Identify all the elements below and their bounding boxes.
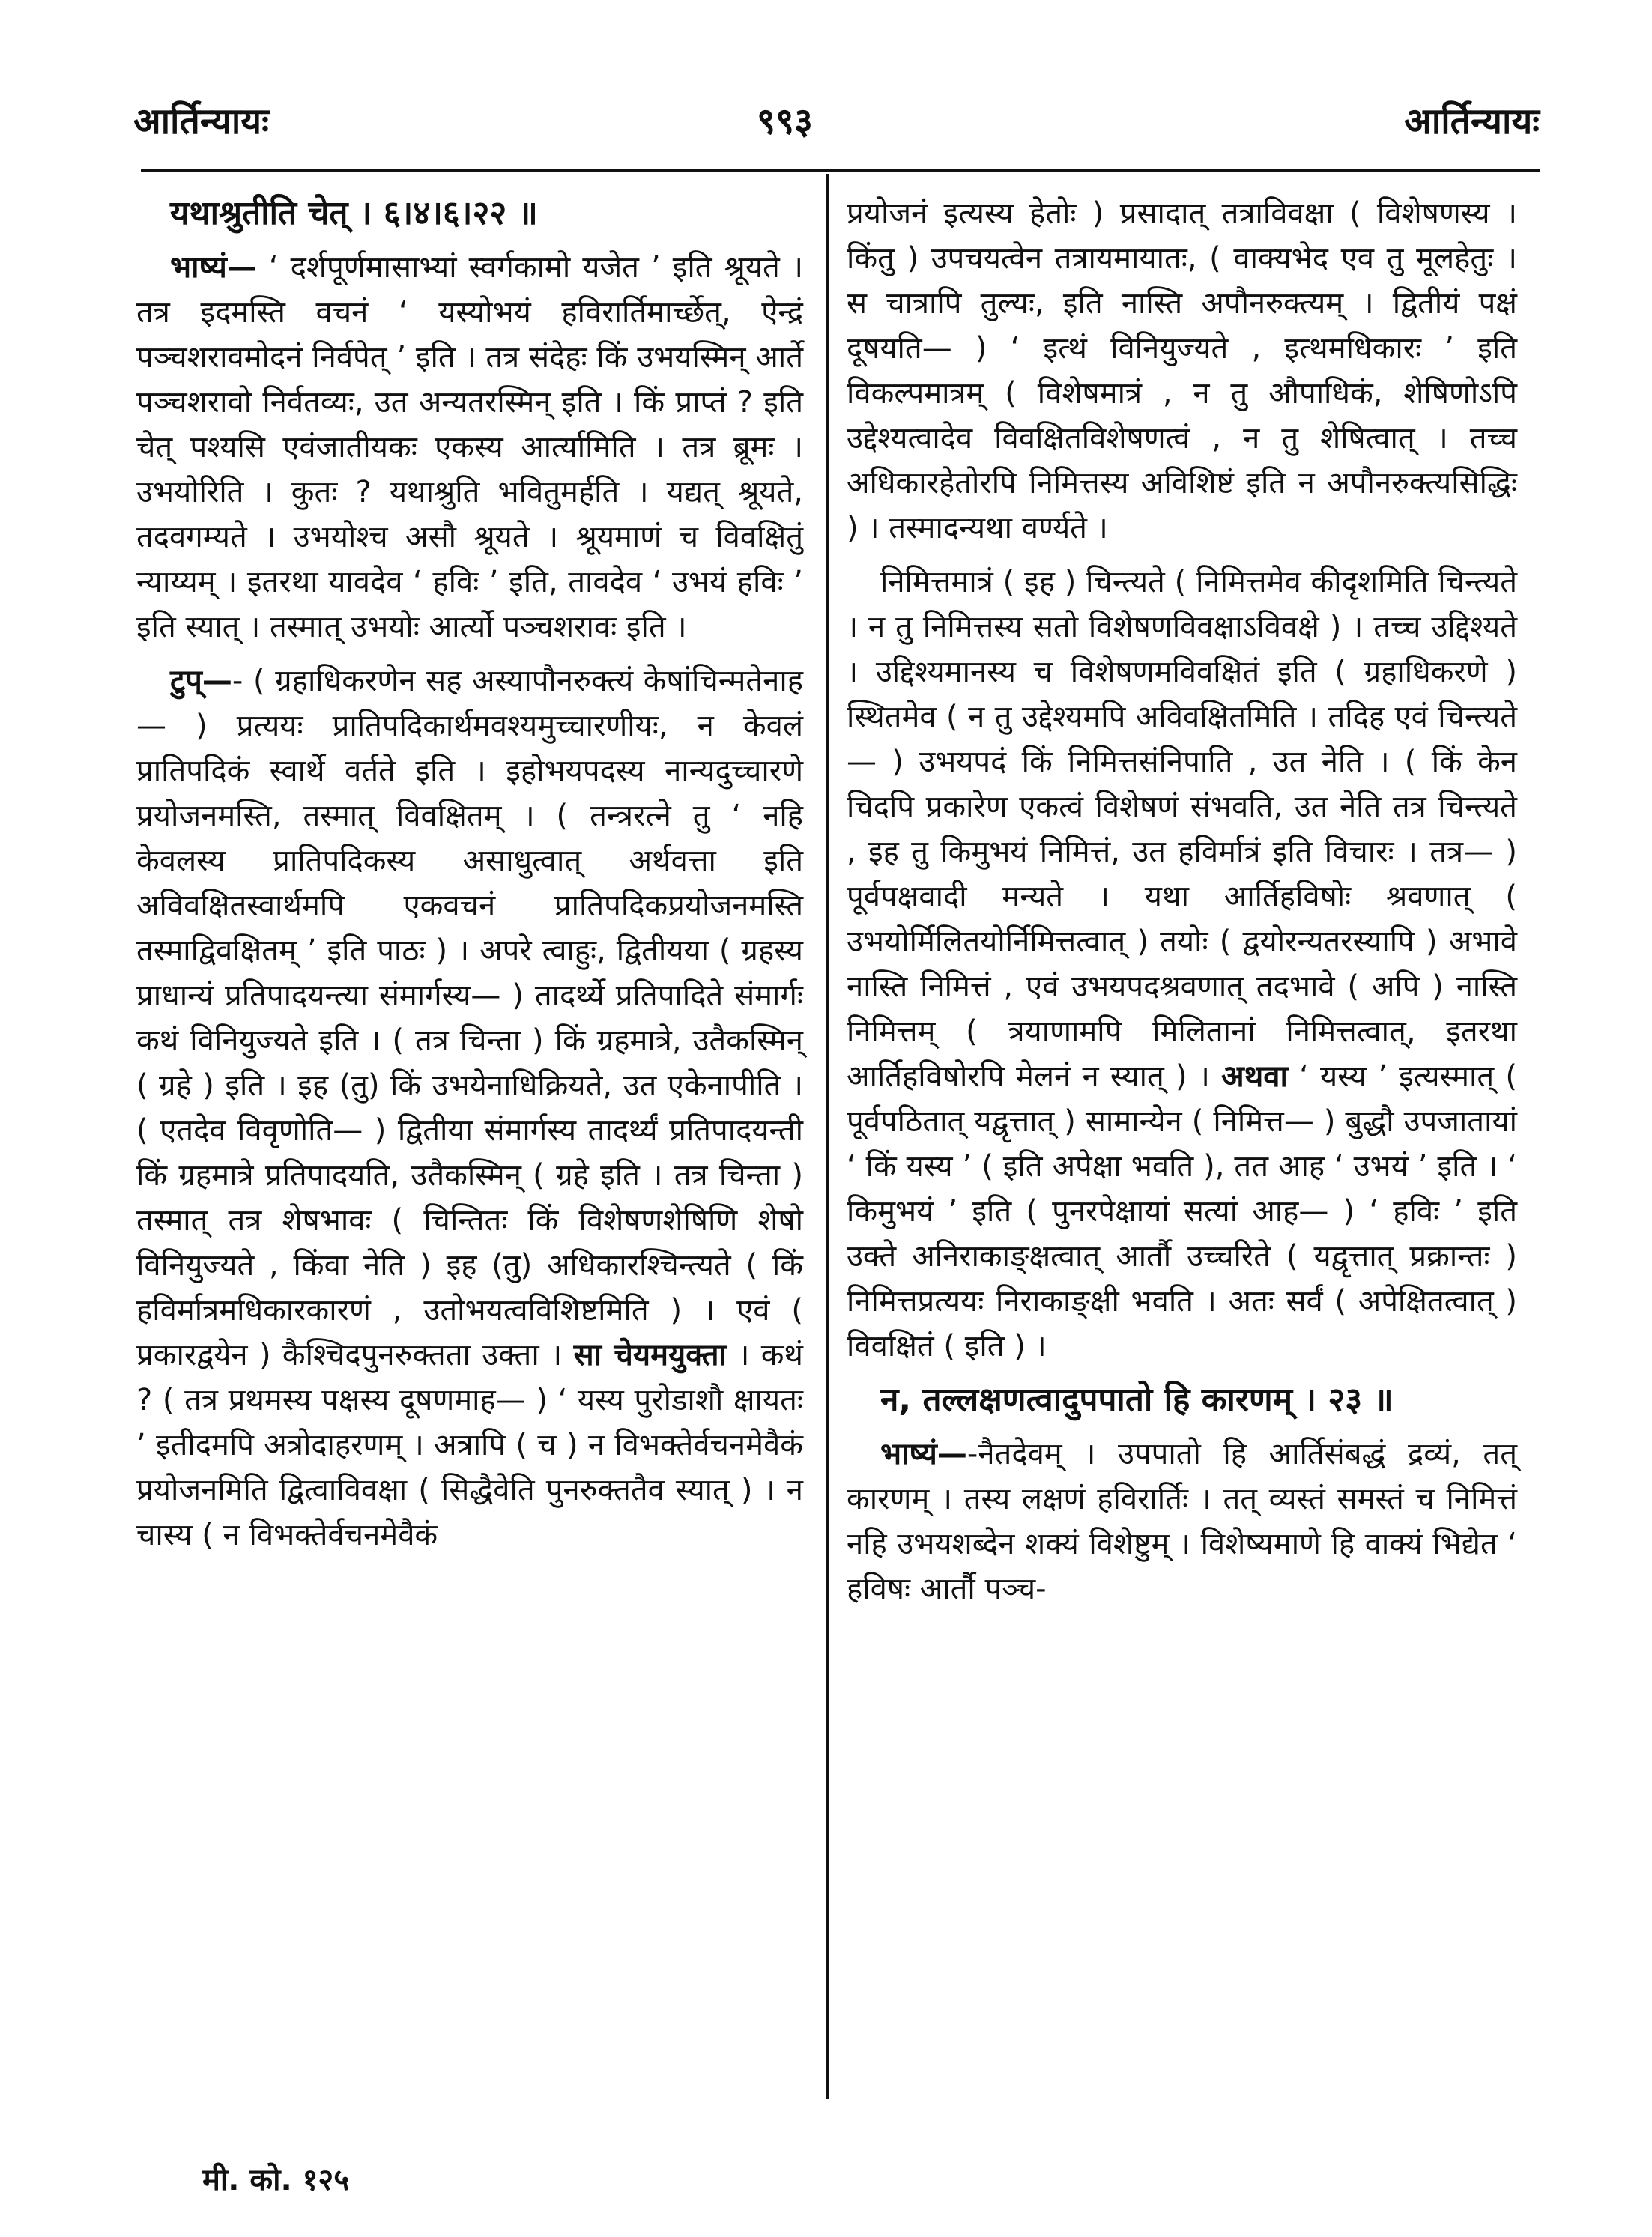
header-rule [141, 169, 1540, 172]
page-number: ९९३ [757, 100, 813, 142]
bhashya-label: भाष्यं— [170, 250, 257, 285]
bhashya-23-paragraph [847, 1432, 1517, 1611]
page-header [0, 0, 1652, 157]
tup-paragraph [136, 659, 803, 1558]
sutra-22: यथाश्रुतीति चेत् । ६।४।६।२२ ॥ [170, 194, 538, 232]
athava-label: अथवा [1221, 1059, 1288, 1094]
bhashya-23-text: -नैतदेवम् । उपपातो हि आर्तिसंबद्धं द्रव्यं, तत् कारणम् । तस्य लक्षणं हविरार्तिः । तत् व्यस्तं समस्तं च निमित्तं नहि उभयशब्देन शक्यं विशेष्टुम् । विशेष्यमाणे हि वाक्यं भिद्येत ‘ हविषः आर्तौ पञ्च- [847, 1437, 1517, 1606]
bhashya-text: ‘ दर्शपूर्णमासाभ्यां स्वर्गकामो यजेत ’ इति श्रूयते । तत्र इदमस्ति वचनं ‘ यस्योभयं हविरार्तिमार्च्छेत्, ऐन्द्रं पञ्चशरावमोदनं निर्वपेत् ’ इति । तत्र संदेहः किं उभयस्मिन् आर्ते पञ्चशरावो निर्वतव्यः, उत अन्यतरस्मिन् इति । किं प्राप्तं ? इति चेत् पश्यसि एवंजातीयकः एकस्य आर्त्यामिति । तत्र ब्रूमः । उभयोरिति । कुतः ? यथाश्रुति भवितुमर्हति । यद्यत् श्रूयते, तदवगम्यते । उभयोश्च असौ श्रूयते । श्रूयमाणं च विवक्षितुं न्याय्यम् । इतरथा यावदेव ‘ हविः ’ इति, तावदेव ‘ उभयं हविः ’ इति स्यात् । तस्मात् उभयोः आर्त्यो पञ्चशरावः इति । [136, 250, 803, 644]
footer-signature: मी. को. १२५ [202, 2163, 350, 2197]
tup-emphasis: सा चेयमयुक्ता [573, 1338, 727, 1372]
nimitta-text: निमित्तमात्रं ( इह ) चिन्त्यते ( निमित्तमेव कीदृशमिति चिन्त्यते । न तु निमित्तस्य सतो विशेषणविवक्षाऽविवक्षे ) । तच्च उद्दिश्यते । उद्दिश्यमानस्य च विशेषणमविवक्षितं इति ( ग्रहाधिकरणे ) स्थितमेव ( न तु उद्देश्यमपि अविवक्षितमिति । तदिह एवं चिन्त्यते— ) उभयपदं किं निमित्तसंनिपाति , उत नेति । ( किं केन चिदपि प्रकारेण एकत्वं विशेषणं संभवति, उत नेति तत्र चिन्त्यते , इह तु किमुभयं निमित्तं, उत हविर्मात्रं इति विचारः । तत्र— ) पूर्वपक्षवादी मन्यते । यथा आर्तिहविषोः श्रवणात् ( उभयोर्मिलितयोर्निमित्तत्वात् ) तयोः ( द्वयोरन्यतरस्यापि ) अभावे नास्ति निमित्तं , एवं उभयपदश्रवणात् तदभावे ( अपि ) नास्ति निमित्तम् ( त्रयाणामपि मिलितानां निमित्तत्वात्, इतरथा आर्तिहविषोरपि मेलनं न स्यात् ) । [847, 565, 1517, 1094]
right-column [847, 191, 1517, 1620]
nimitta-paragraph [847, 560, 1517, 1369]
tup-label: टुप्— [170, 664, 232, 698]
left-column [136, 191, 803, 1566]
column-divider [826, 174, 829, 2099]
bhashya-paragraph [136, 245, 803, 650]
continued-paragraph: प्रयोजनं इत्यस्य हेतोः ) प्रसादात् तत्राविवक्षा ( विशेषणस्य । किंतु ) उपचयत्वेन तत्रायमायातः, ( वाक्यभेद एव तु मूलहेतुः । स चात्रापि तुल्यः, इति नास्ति अपौनरुक्त्यम् । द्वितीयं पक्षं दूषयति— ) ‘ इत्थं विनियुज्यते , इत्थमधिकारः ’ इति विकल्पमात्रम् ( विशेषमात्रं , न तु औपाधिकं, शेषिणोऽपि उद्देश्यत्वादेव विवक्षितविशेषणत्वं , न तु शेषित्वात् । तच्च अधिकारहेतोरपि निमित्तस्य अविशिष्टं इति न अपौनरुक्त्यसिद्धिः ) । तस्मादन्यथा वर्ण्यते । [847, 196, 1517, 545]
sutra-23: न, तल्लक्षणत्वादुपपातो हि कारणम् । २३ ॥ [880, 1381, 1394, 1419]
tup-text: - ( ग्रहाधिकरणेन सह अस्यापौनरुक्त्यं केषांचिन्मतेनाह— ) प्रत्ययः प्रातिपदिकार्थमवश्यमुच्चारणीयः, न केवलं प्रातिपदिकं स्वार्थे वर्तते इति । इहोभयपदस्य नान्यदुच्चारणे प्रयोजनमस्ति, तस्मात् विवक्षितम् । ( तन्त्ररत्ने तु ‘ नहि केवलस्य प्रातिपदिकस्य असाधुत्वात् अर्थवत्ता इति अविवक्षितस्वार्थमपि एकवचनं प्रातिपदिकप्रयोजनमस्ति तस्माद्विवक्षितम् ’ इति पाठः ) । अपरे त्वाहुः, द्वितीयया ( ग्रहस्य प्राधान्यं प्रतिपादयन्त्या संमार्गस्य— ) तादर्थ्ये प्रतिपादिते संमार्गः कथं विनियुज्यते इति । ( तत्र चिन्ता ) किं ग्रहमात्रे, उतैकस्मिन् ( ग्रहे ) इति । इह (तु) किं उभयेनाधिक्रियते, उत एकेनापीति । ( एतदेव विवृणोति— ) द्वितीया संमार्गस्य तादर्थ्यं प्रतिपादयन्ती किं ग्रहमात्रे प्रतिपादयति, उतैकस्मिन् ( ग्रहे इति । तत्र चिन्ता ) तस्मात् तत्र शेषभावः ( चिन्तितः किं विशेषणशेषिणि शेषो विनियुज्यते , किंवा नेति ) इह (तु) अधिकारश्चिन्त्यते ( किं हविर्मात्रमधिकारकारणं , उतोभयत्वविशिष्टमिति ) । एवं ( प्रकारद्वयेन ) कैश्चिदपुनरुक्तता उक्ता । [136, 664, 803, 1372]
athava-text: ‘ यस्य ’ इत्यस्मात् ( पूर्वपठितात् यद्वृत्तात् ) सामान्येन ( निमित्त— ) बुद्धौ उपजातायां ‘ किं यस्य ’ ( इति अपेक्षा भवति ), तत आह ‘ उभयं ’ इति । ‘ किमुभयं ’ इति ( पुनरपेक्षायां सत्यां आह— ) ‘ हविः ’ इति उक्ते अनिराकाङ्क्षत्वात् आर्तौ उच्चरिते ( यद्वृत्तात् प्रक्रान्तः ) निमित्तप्रत्ययः निराकाङ्क्षी भवति । अतः सर्वं ( अपेक्षितत्वात् ) विवक्षितं ( इति ) । [847, 1059, 1518, 1363]
running-title-left: आर्तिन्यायः [133, 100, 269, 142]
running-title-right: आर्तिन्यायः [1404, 100, 1540, 142]
bhashya-23-label: भाष्यं— [880, 1437, 967, 1471]
tup-tail-text: । कथं ? ( तत्र प्रथमस्य पक्षस्य दूषणमाह— ) ‘ यस्य पुरोडाशौ क्षायतः ’ इतीदमपि अत्रोदाहरणम् । अत्रापि ( च ) न विभक्तेर्वचनमेवैकं प्रयोजनमिति द्वित्वाविवक्षा ( सिद्धैवेति पुनरुक्ततैव स्यात् ) । न चास्य ( न विभक्तेर्वचनमेवैकं [136, 1338, 803, 1552]
